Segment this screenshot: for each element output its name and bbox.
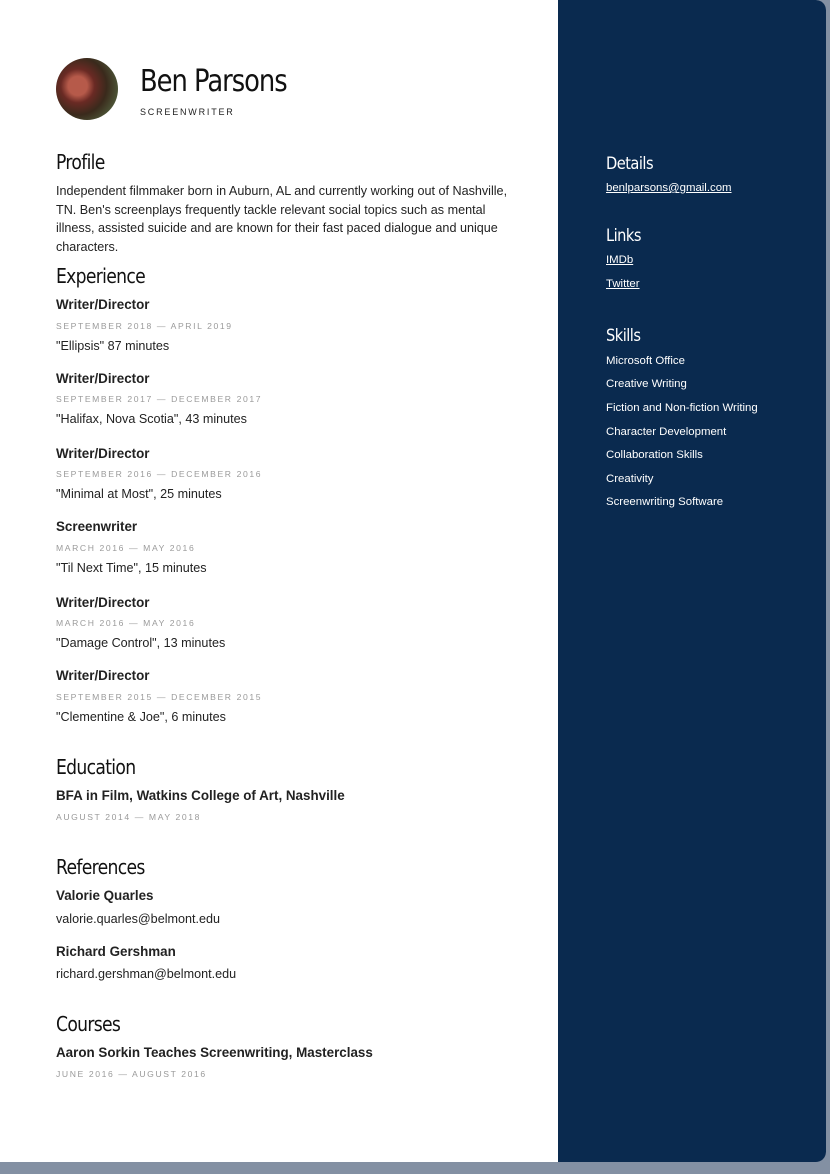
experience-dates: MARCH 2016 — MAY 2016	[56, 618, 196, 628]
experience-desc: "Til Next Time", 15 minutes	[56, 561, 207, 575]
skill-item: Microsoft Office	[606, 355, 685, 367]
experience-dates: SEPTEMBER 2018 — APRIL 2019	[56, 321, 233, 331]
experience-role: Writer/Director	[56, 668, 150, 683]
skill-item: Screenwriting Software	[606, 496, 724, 508]
experience-heading: Experience	[56, 264, 146, 288]
links-heading: Links	[606, 226, 641, 246]
avatar	[56, 58, 118, 120]
reference-name: Valorie Quarles	[56, 888, 154, 903]
experience-desc: "Minimal at Most", 25 minutes	[56, 487, 222, 501]
resume-sidebar	[558, 0, 826, 1162]
education-heading: Education	[56, 755, 136, 779]
person-name: Ben Parsons	[140, 64, 287, 99]
email-link[interactable]: benlparsons@gmail.com	[606, 182, 732, 194]
profile-heading: Profile	[56, 150, 105, 174]
experience-desc: "Ellipsis" 87 minutes	[56, 339, 170, 353]
course-name: Aaron Sorkin Teaches Screenwriting, Masterclass	[56, 1045, 373, 1060]
skill-item: Fiction and Non-fiction Writing	[606, 402, 758, 414]
experience-role: Screenwriter	[56, 519, 138, 534]
skill-item: Character Development	[606, 426, 727, 438]
profile-text: Independent filmmaker born in Auburn, AL and currently working out of Nashville, TN. Ben's screenplays frequently tackle relevant social topics such as mental illness, assisted suicide and are known for their fast paced dialogue and unique characters.	[56, 184, 508, 254]
twitter-link[interactable]: Twitter	[606, 278, 640, 290]
skill-item: Collaboration Skills	[606, 449, 703, 461]
skill-item: Creativity	[606, 473, 654, 485]
experience-desc: "Halifax, Nova Scotia", 43 minutes	[56, 412, 247, 426]
experience-dates: SEPTEMBER 2016 — DECEMBER 2016	[56, 469, 263, 479]
education-degree: BFA in Film, Watkins College of Art, Nashville	[56, 788, 345, 803]
person-title: SCREENWRITER	[140, 107, 235, 117]
experience-dates: SEPTEMBER 2017 — DECEMBER 2017	[56, 394, 263, 404]
experience-desc: "Clementine & Joe", 6 minutes	[56, 710, 226, 724]
experience-role: Writer/Director	[56, 297, 150, 312]
experience-dates: SEPTEMBER 2015 — DECEMBER 2015	[56, 692, 263, 702]
experience-role: Writer/Director	[56, 595, 150, 610]
education-dates: AUGUST 2014 — MAY 2018	[56, 812, 202, 822]
experience-role: Writer/Director	[56, 371, 150, 386]
imdb-link[interactable]: IMDb	[606, 254, 634, 266]
experience-desc: "Damage Control", 13 minutes	[56, 636, 226, 650]
experience-dates: MARCH 2016 — MAY 2016	[56, 543, 196, 553]
references-heading: References	[56, 855, 145, 879]
experience-role: Writer/Director	[56, 446, 150, 461]
reference-email: valorie.quarles@belmont.edu	[56, 912, 221, 926]
reference-email: richard.gershman@belmont.edu	[56, 967, 237, 981]
course-dates: JUNE 2016 — AUGUST 2016	[56, 1069, 207, 1079]
courses-heading: Courses	[56, 1012, 121, 1036]
details-heading: Details	[606, 154, 654, 174]
skill-item: Creative Writing	[606, 378, 687, 390]
skills-heading: Skills	[606, 326, 641, 346]
reference-name: Richard Gershman	[56, 944, 176, 959]
